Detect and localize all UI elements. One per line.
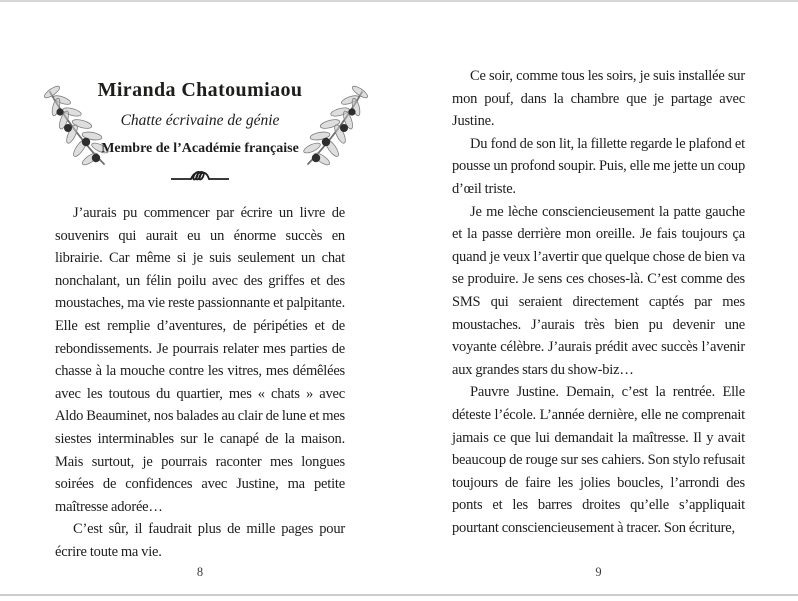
chapter-header bbox=[55, 79, 345, 157]
bottom-divider-line bbox=[0, 594, 798, 596]
left-page-number: 8 bbox=[196, 565, 204, 579]
right-page bbox=[452, 0, 745, 595]
author-name-title: Miranda Chatoumiaou bbox=[97, 79, 303, 101]
right-page-body bbox=[452, 65, 745, 539]
body-paragraph: J’aurais pu commencer par écrire un livre de souvenirs qui aurait eu un énorme succès en librairie. Car même si je suis seulement un chat nonchalant, un félin poilu avec des griffes et des moustaches, ma vie reste passionnante et palpitante. Elle est remplie d’aventures, de péripéties et de rebondissements. Je pourrais relater mes parties de chasse à la mouche contre les vitres, mes démêlées avec les toutous du quartier, mes « chats » avec Aldo Beauminet, nos balades au clair de lune et mes siestes interminables sur le canapé de la maison. Mais surtout, je pourrais raconter mes longues soirées de confidences avec Justine, ma petite maîtresse adorée… bbox=[55, 205, 345, 515]
right-page-number: 9 bbox=[595, 565, 602, 579]
body-paragraph: C’est sûr, il faudrait plus de mille pages pour écrire toute ma vie. bbox=[55, 521, 345, 560]
body-paragraph: Pauvre Justine. Demain, c’est la rentrée. Elle déteste l’école. L’année dernière, elle ne comprenait jamais ce que lui demandait la maîtresse. Il y avait beaucoup de rouge sur ses cahiers. Son stylo refusait toujours de faire les jolies boucles, l’arrondi des ponts et les barres droites qu’elle s’appliquait pourtant consciencieusement à tracer. Son écriture, bbox=[452, 384, 745, 536]
left-page-body bbox=[55, 202, 345, 564]
body-paragraph: Ce soir, comme tous les soirs, je suis installée sur mon pouf, dans la chambre que je partage avec Justine. bbox=[452, 68, 745, 130]
author-subtitle: Chatte écrivaine de génie bbox=[120, 112, 280, 129]
section-divider bbox=[55, 171, 345, 190]
body-paragraph: Je me lèche consciencieusement la patte gauche et la passe derrière mon oreille. Je fais toujours ça quand je veux l’avertir que quelque chose de bien va se produire. Je sens ces choses-là. C’est comme des SMS qui seraient directement captés par mes moustaches. J’aurais très bien pu devenir une voyante célèbre. J’aurais prédit avec succès l’avenir aux grandes stars du show-biz… bbox=[452, 203, 745, 378]
body-paragraph: Du fond de son lit, la fillette regarde le plafond et pousse un profond soupir. Puis, elle me jette un coup d’œil triste. bbox=[452, 135, 745, 197]
squiggle-divider-icon bbox=[171, 171, 229, 185]
left-page bbox=[55, 0, 345, 595]
author-affiliation: Membre de l’Académie française bbox=[101, 141, 299, 156]
